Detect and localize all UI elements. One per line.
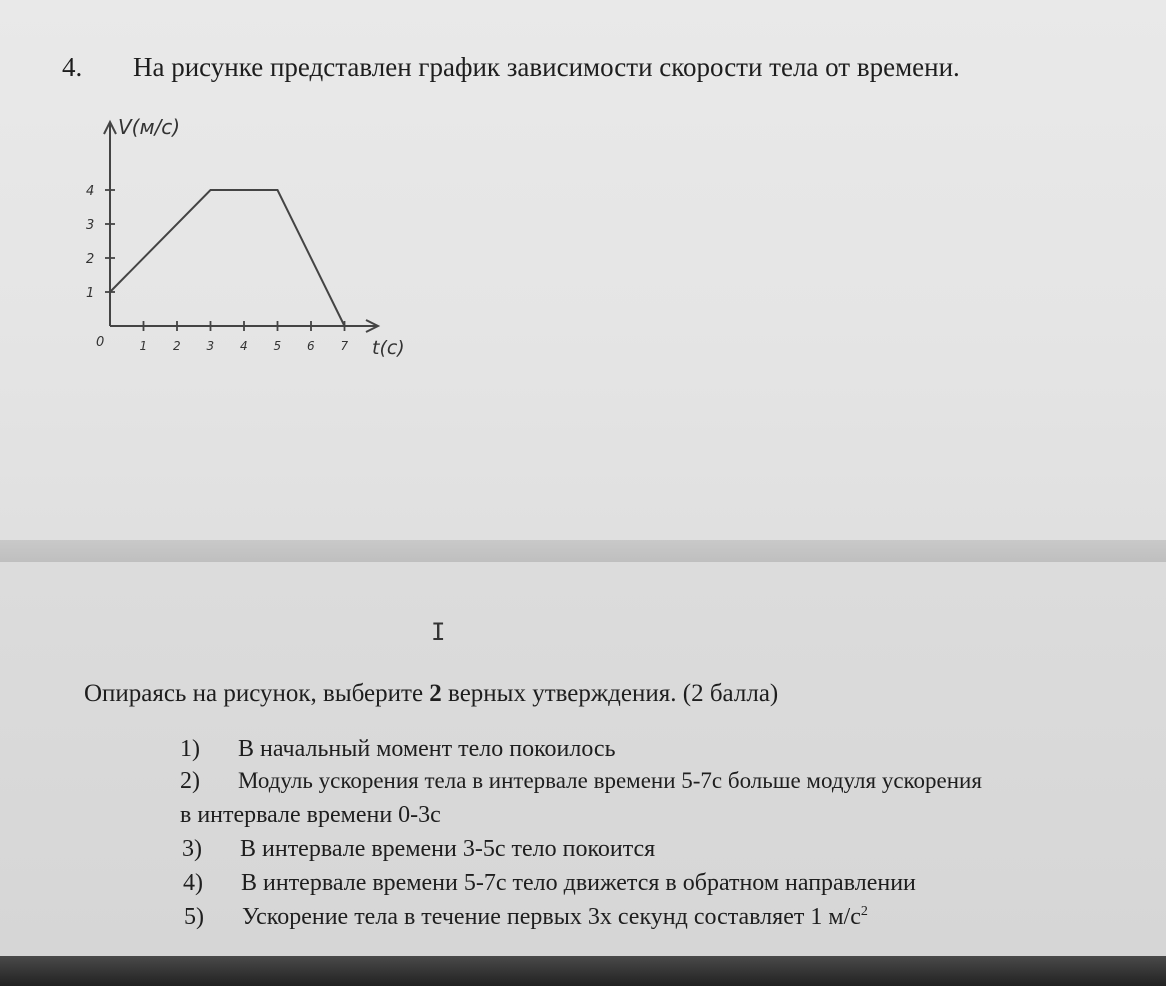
tick-labels [86, 184, 349, 353]
option-superscript: 2 [860, 904, 868, 919]
instruction-text [84, 680, 778, 708]
option-text: Модуль ускорения тела в интервале времени 5-7с больше модуля ускорения [238, 768, 982, 793]
option-text: Ускорение тела в течение первых 3х секунд составляет 1 м/с [242, 904, 861, 930]
y-tick-label: 1 [86, 286, 95, 301]
x-tick-label: 3 [206, 339, 215, 353]
option-1 [180, 736, 616, 763]
question-title: На рисунке представлен график зависимости скорости тела от времени. [133, 52, 960, 82]
option-number: 1) [180, 736, 200, 762]
y-tick-label: 3 [86, 218, 95, 233]
option-text: В интервале времени 3-5с тело покоится [240, 836, 656, 862]
option-number: 3) [182, 836, 202, 862]
instruction-count: 2 [429, 680, 442, 707]
velocity-series-line [110, 190, 345, 326]
option-5 [184, 904, 868, 931]
screen-bezel [0, 956, 1166, 986]
option-3 [182, 836, 655, 863]
option-text: В интервале времени 5-7с тело движется в обратном направлении [241, 870, 916, 896]
y-tick-label: 2 [86, 252, 95, 267]
x-tick-label: 4 [240, 339, 248, 353]
x-tick-label: 5 [273, 339, 282, 353]
question-number: 4. [62, 52, 83, 82]
x-axis-label: t(c) [372, 337, 405, 359]
origin-label: 0 [96, 335, 105, 350]
instruction-after: верных утверждения. (2 балла) [441, 680, 779, 707]
y-axis-label: V(м/с) [118, 115, 181, 139]
option-number: 5) [184, 904, 204, 930]
x-tick-label: 7 [340, 339, 349, 353]
option-2-continued: в интервале времени 0-3с [180, 802, 441, 828]
option-number: 4) [183, 870, 203, 896]
option-2 [180, 768, 982, 795]
x-tick-label: 1 [139, 339, 148, 353]
y-tick-label: 4 [86, 184, 95, 199]
option-4 [183, 870, 916, 897]
option-text: В начальный момент тело покоилось [238, 736, 616, 762]
velocity-time-graph [80, 108, 430, 368]
page-divider [0, 540, 1166, 562]
text-cursor-icon: I [431, 618, 446, 646]
x-tick-label: 2 [173, 339, 181, 353]
x-tick-label: 6 [307, 339, 315, 353]
axes [104, 122, 378, 332]
instruction-before: Опираясь на рисунок, выберите [84, 680, 430, 707]
option-number: 2) [180, 768, 200, 794]
